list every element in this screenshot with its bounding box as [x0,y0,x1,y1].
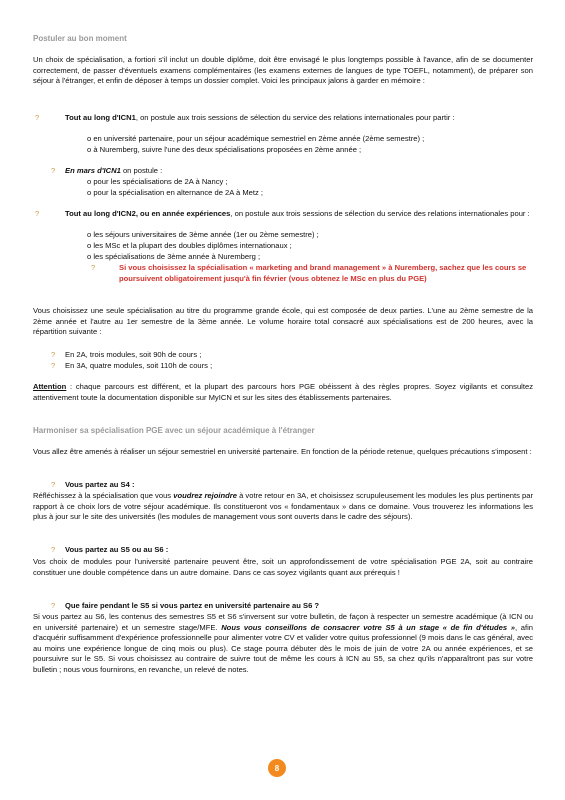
section-heading-postuler: Postuler au bon moment [33,34,127,43]
attention-text: : chaque parcours est différent, et la plupart des parcours hors PGE obéissent à des règles propres. Soyez vigilants et consultez attentivement toute la documentation disponible sur MyICN et sur les sites des établissements partenaires. [33,382,533,402]
attention-label: Attention [33,382,67,391]
answer-text: Si vous partez au S6, les contenus des semestres S5 et S6 s'inversent sur votre bulletin, de façon à respecter un semestre académique (à ICN ou en université partenaire) et un semestre stage/MFE. [33,612,533,632]
bullet-text: En 2A, trois modules, soit 90h de cours ; [65,350,202,359]
sub-item: o les séjours universitaires de 3ème année (1er ou 2ème semestre) ; [87,230,319,239]
question-s4 [51,480,531,491]
milestone-title: Tout au long d'ICN1 [65,113,136,122]
question-title: Vous partez au S5 ou au S6 : [65,545,169,554]
answer-emphasis: voudrez rejoindre [173,491,237,500]
milestone-title: Tout au long d'ICN2, ou en année expériences [65,209,231,218]
milestone-icn1 [33,113,533,124]
sub-item: o à Nuremberg, suivre l'une des deux spécialisations proposées en 2ème année ; [87,145,362,154]
sub-item: o les spécialisations de 3ème année à Nuremberg ; [87,252,261,261]
question-title: Vous partez au S4 : [65,480,135,489]
warning-text: Si vous choisissez la spécialisation « marketing and brand management » à Nuremberg, sachez que les cours se poursuivent obligatoirement jusqu'à fin février (vous obtenez le MSc en plus du PGE) [119,263,527,283]
question-marker: ? [51,480,56,489]
milestone-text: on postule : [120,166,163,175]
question-s5-before-s6 [51,601,531,612]
page-number-badge: 8 [268,759,286,777]
attention-paragraph [33,382,533,403]
bullet-marker: ? [51,350,56,359]
bullet-marker: ? [51,166,56,175]
milestone-title: En mars d'ICN1 [65,166,121,175]
milestone-march-icn1 [51,166,531,177]
bullet-marker: ? [35,113,40,122]
warning-note [91,263,539,284]
hours-bullet [51,350,531,361]
harmoniser-intro: Vous allez être amenés à réaliser un séjour semestriel en université partenaire. En fonction de la période retenue, quelques précautions s'imposent : [33,447,532,456]
milestone-icn2 [33,209,533,220]
question-marker: ? [51,545,56,554]
answer-text: à votre retour en 3A, et choisissez scrupuleusement les modules les plus pertinents par rapport à ce choix lors de votre séjour académique. Ils constitueront vos « fondamentaux » dans ce domaine. Vous trouverez les informations les plus à jour sur le site des universités (les modules de management vous sont ouverts dans le cadre des séjours). [33,491,534,522]
specialisation-paragraph: Vous choisissez une seule spécialisation au titre du programme grande école, qui est composée de deux parties. L'une au 2ème semestre de la 2ème année et l'autre au 1er semestre de la 3ème année. Le volume horaire total consacré aux spécialisations est de 200 heures, avec la répartition suivante : [33,306,533,337]
sub-item: o pour les spécialisations de 2A à Nancy ; [87,177,228,186]
sub-item: o pour la spécialisation en alternance de 2A à Metz ; [87,188,264,197]
milestone-text: , on postule aux trois sessions de sélection du service des relations internationales pour : [230,209,530,218]
section-heading-harmoniser: Harmoniser sa spécialisation PGE avec un séjour académique à l'étranger [33,426,315,435]
sub-item: o les MSc et la plupart des doubles diplômes internationaux ; [87,241,292,250]
milestone-text: , on postule aux trois sessions de sélection du service des relations internationales pour partir : [135,113,455,122]
bullet-marker: ? [35,209,40,218]
sub-item: o en université partenaire, pour un séjour académique semestriel en 2ème année (2ème semestre) ; [87,134,425,143]
answer-s5-s6: Vos choix de modules pour l'université partenaire peuvent être, soit un approfondissement de votre spécialisation PGE 2A, soit au contraire constituer une double compétence dans un autre domaine. Dans ce cas soyez vigilants quant aux prérequis ! [33,557,533,577]
bullet-marker: ? [51,361,56,370]
answer-text: Réfléchissez à la spécialisation que vous [33,491,174,500]
answer-text: , afin d'acquérir suffisamment d'expérience professionnelle pour alimenter votre CV et valider votre quitus professionnel (9 mois dans le cas général, avec au moins une expérience longue de cinq mois ou plus). Ce stage pourra débuter dès le mois de juin de votre 2A ou année expériences, et se poursuivre sur le S5. Si vous choisissez au contraire de suivre tout de même les cours à ICN au S5, sa chez qu'ils n'apparaîtront pas sur votre bulletin ; nous vous fournirons, en revanche, un relevé de notes. [33,622,533,674]
hours-bullet [51,361,531,372]
intro-paragraph: Un choix de spécialisation, a fortiori s'il inclut un double diplôme, doit être envisagé le plus longtemps possible à l'avance, afin de se documenter correctement, de passer d'éventuels examens complémentaires (les examens externes de langues de type TOEFL, notamment), de préparer son séjour à l'étranger, et enfin de déposer à temps un dossier complet. Voici les principaux jalons à garder en mémoire : [33,55,533,86]
question-title: Que faire pendant le S5 si vous partez en université partenaire au S6 ? [65,601,320,610]
answer-s4 [33,491,533,523]
question-s5-s6 [51,545,531,556]
bullet-text: En 3A, quatre modules, soit 110h de cours ; [65,361,213,370]
warning-marker: ? [91,263,96,272]
question-marker: ? [51,601,56,610]
answer-s5-before-s6 [33,612,533,676]
answer-emphasis: Nous vous conseillons de consacrer votre S5 à un stage « de fin d'études » [221,622,515,632]
